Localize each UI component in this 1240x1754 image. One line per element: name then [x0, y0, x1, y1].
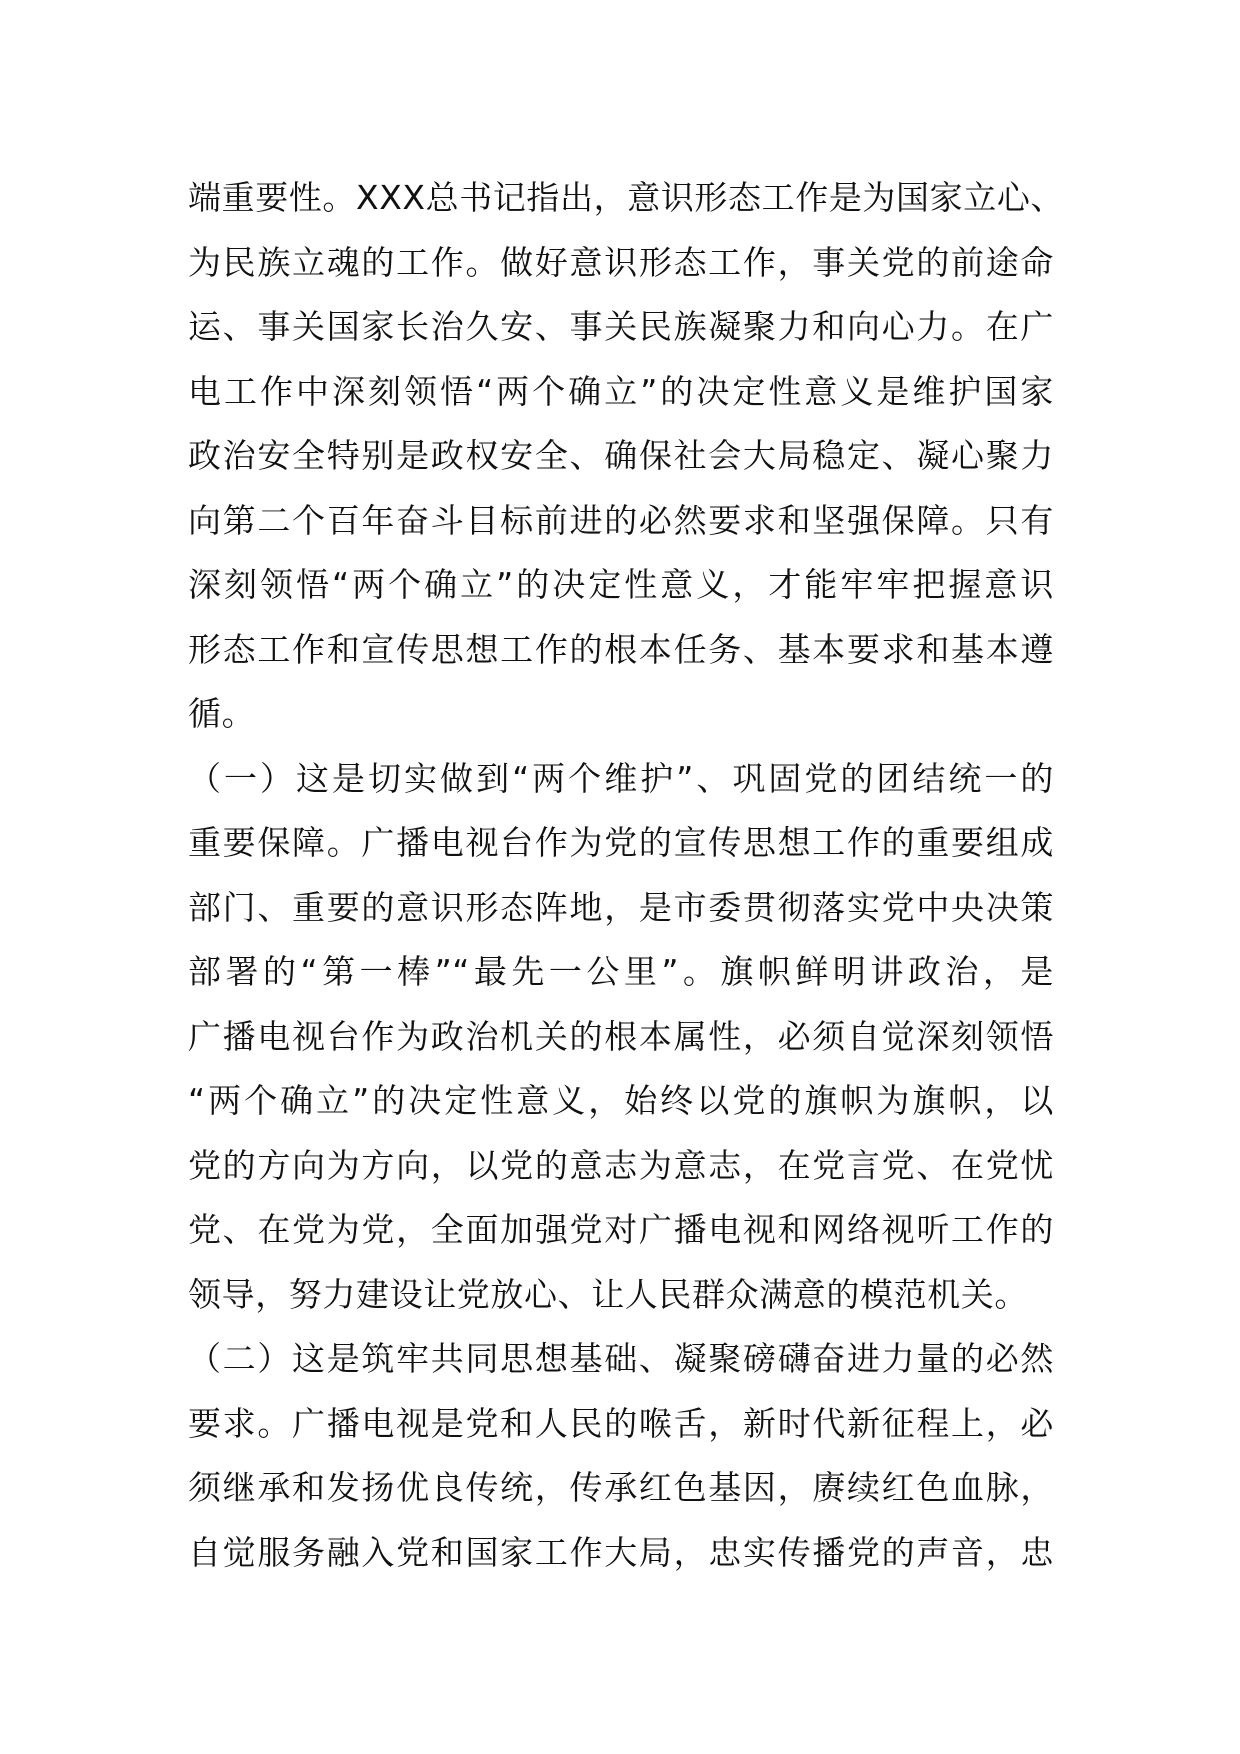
text-line: 领导，努力建设让党放心、让人民群众满意的模范机关。	[188, 1274, 1028, 1314]
text-line: 重要保障。广播电视台作为党的宣传思想工作的重要组成	[188, 823, 1054, 862]
text-line: 循。	[188, 694, 256, 733]
text-line: 要求。广播电视是党和人民的喉舌，新时代新征程上，必	[188, 1403, 1054, 1443]
text-line: 深刻领悟“两个确立”的决定性意义，才能牢牢把握意识	[188, 565, 1054, 604]
body-text	[188, 166, 1065, 1585]
text-line: 党、在党为党，全面加强党对广播电视和网络视听工作的	[188, 1210, 1054, 1249]
text-line: 广播电视台作为政治机关的根本属性，必须自觉深刻领悟	[188, 1016, 1054, 1056]
text-line: 为民族立魂的工作。做好意识形态工作，事关党的前途命	[188, 242, 1054, 282]
text-line: 自觉服务融入党和国家工作大局，忠实传播党的声音，忠	[188, 1532, 1054, 1572]
text-line: 电工作中深刻领悟“两个确立”的决定性意义是维护国家	[188, 371, 1054, 411]
text-line: 向第二个百年奋斗目标前进的必然要求和坚强保障。只有	[188, 500, 1054, 540]
text-line: 须继承和发扬优良传统，传承红色基因，赓续红色血脉，	[188, 1468, 1054, 1507]
text-line: （一）这是切实做到“两个维护”、巩固党的团结统一的	[188, 758, 1054, 798]
text-line: 部门、重要的意识形态阵地，是市委贯彻落实党中央决策	[188, 887, 1054, 927]
text-line: 端重要性。XXX总书记指出，意识形态工作是为国家立心、	[188, 178, 1065, 217]
text-line: “两个确立”的决定性意义，始终以党的旗帜为旗帜，以	[188, 1081, 1054, 1120]
text-line: 党的方向为方向，以党的意志为意志，在党言党、在党忧	[188, 1145, 1054, 1185]
text-line: 政治安全特别是政权安全、确保社会大局稳定、凝心聚力	[188, 436, 1054, 475]
text-line: 运、事关国家长治久安、事关民族凝聚力和向心力。在广	[188, 307, 1054, 346]
text-line: 部署的“第一棒”“最先一公里”。旗帜鲜明讲政治，是	[188, 952, 1054, 991]
text-line: （二）这是筑牢共同思想基础、凝聚磅礴奋进力量的必然	[188, 1339, 1054, 1378]
text-line: 形态工作和宣传思想工作的根本任务、基本要求和基本遵	[188, 629, 1054, 669]
